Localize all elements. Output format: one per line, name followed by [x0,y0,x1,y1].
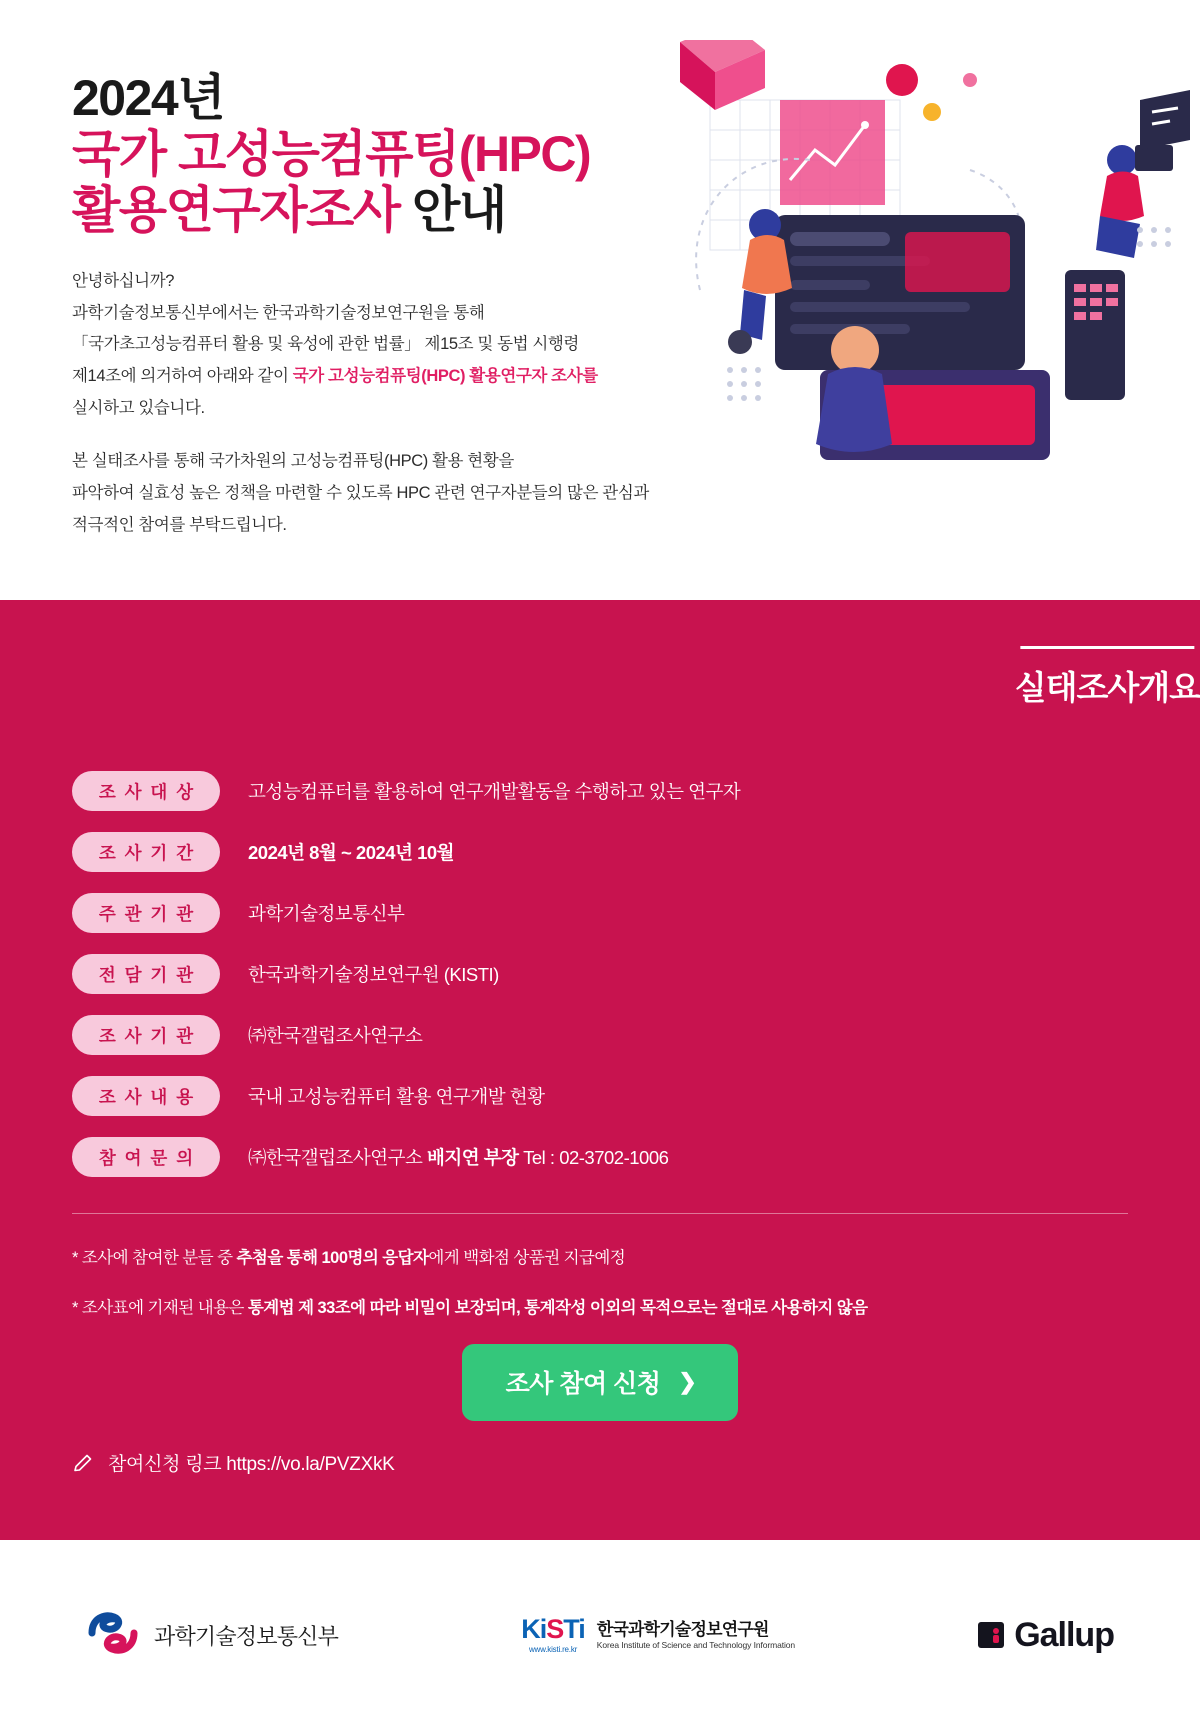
row-value-contact [248,1144,668,1170]
kisti-logo [521,1616,795,1654]
kisti-mark-block [521,1616,585,1654]
row-label-target: 조 사 대 상 [72,771,220,811]
intro-paragraph [72,266,752,424]
page-title [72,70,1200,238]
table-row [72,954,1128,994]
intro-line-4-pre: 제14조에 의거하여 아래와 같이 [72,367,293,386]
intro-highlight: 국가 고성능컴퓨팅(HPC) 활용연구자 조사를 [292,367,598,386]
intro-line-1: 안녕하십니까? [72,272,175,290]
table-row [72,832,1128,872]
cta-container [0,1344,1200,1421]
notes [72,1244,1128,1318]
note-item [72,1244,1128,1268]
row-label-period: 조 사 기 간 [72,832,220,872]
apply-link-text[interactable]: 참여신청 링크 https://vo.la/PVZXkK [108,1454,395,1475]
gallup-name: Gallup [1014,1615,1114,1654]
intro-line-3: 「국가초고성능컴퓨터 활용 및 육성에 관한 법률」 제15조 및 동법 시행령 [72,335,579,354]
intro-paragraph-2 [72,446,772,541]
note-1-strong: 추첨을 통해 100명의 응답자 [236,1249,429,1267]
apply-survey-label: 조사 참여 신청 [505,1370,661,1398]
title-line-2: 국가 고성능컴퓨팅(HPC) [72,126,591,182]
row-label-contact: 참 여 문 의 [72,1137,220,1177]
kisti-names [597,1619,795,1651]
ministry-logo [86,1609,338,1662]
intro2-line-3: 적극적인 참여를 부탁드립니다. [72,515,287,534]
chevron-right-icon: ❯ [678,1369,697,1394]
row-label-agency: 전 담 기 관 [72,954,220,994]
kisti-mark-part1: Ki [521,1614,547,1644]
kisti-url: www.kisti.re.kr [528,1645,578,1654]
note-item [72,1294,1128,1318]
note-2-strong: 통계법 제 33조에 따라 비밀이 보장되며, 통계작성 이외의 목적으로는 절대로 사용하지 않음 [247,1299,868,1317]
intro2-line-2: 파악하여 실효성 높은 정책을 마련할 수 있도록 HPC 관련 연구자분들의 많은 관심과 [72,484,649,503]
note-1-post: 에게 백화점 상품권 지급예정 [428,1249,626,1267]
row-value-host: 과학기술정보통신부 [248,903,405,924]
row-value-content: 국내 고성능컴퓨터 활용 연구개발 현황 [248,1086,545,1107]
row-label-institute: 조 사 기 관 [72,1015,220,1055]
row-value-agency: 한국과학기술정보연구원 (KISTI) [248,964,499,985]
intro2-line-1: 본 실태조사를 통해 국가차원의 고성능컴퓨팅(HPC) 활용 현황을 [72,452,514,471]
contact-person: 배지연 부장 [426,1147,519,1168]
apply-survey-button[interactable] [462,1344,739,1421]
contact-org: ㈜한국갤럽조사연구소 [248,1147,427,1168]
note-2-pre: * 조사표에 기재된 내용은 [72,1299,248,1317]
row-label-host: 주 관 기 관 [72,893,220,933]
gallup-logo [978,1616,1114,1655]
kisti-name-kr: 한국과학기술정보연구원 [596,1620,769,1640]
apply-link-row[interactable] [72,1449,1128,1476]
pencil-icon [72,1452,94,1474]
contact-tel: Tel : 02-3702-1006 [518,1147,669,1168]
divider [72,1213,1128,1214]
kisti-mark-part3: Ti [563,1614,585,1644]
survey-overview-section [0,600,1200,1540]
table-row [72,1076,1128,1116]
row-value-target: 고성능컴퓨터를 활용하여 연구개발활동을 수행하고 있는 연구자 [248,781,741,802]
table-row [72,771,1128,811]
gallup-mark-icon [978,1622,1004,1648]
intro-line-4 [72,361,752,393]
survey-rows [72,771,1128,1177]
ministry-name: 과학기술정보통신부 [154,1623,339,1649]
title-line-1: 2024년 [72,70,225,126]
row-label-content: 조 사 내 용 [72,1076,220,1116]
intro-line-2: 과학기술정보통신부에서는 한국과학기술정보연구원을 통해 [72,303,485,322]
intro-line-5: 실시하고 있습니다. [72,398,205,417]
table-row [72,1137,1128,1177]
row-value-period: 2024년 8월 ~ 2024년 10월 [248,842,455,863]
row-value-institute: ㈜한국갤럽조사연구소 [248,1025,423,1046]
footer-logos [0,1540,1200,1730]
kisti-mark [521,1616,585,1643]
header-section [0,0,1200,600]
table-row [72,893,1128,933]
table-row [72,1015,1128,1055]
kisti-mark-part2: S [546,1614,564,1644]
taegeuk-icon [86,1609,140,1662]
title-line-3 [72,182,1200,238]
title-line-3-black: 안내 [412,182,506,238]
kisti-name-en: Korea Institute of Science and Technology Information [596,1640,795,1651]
title-line-3-pink: 활용연구자조사 [72,182,400,238]
section-title: 실태조사개요 [1015,640,1200,709]
note-1-pre: * 조사에 참여한 분들 중 [72,1249,237,1267]
